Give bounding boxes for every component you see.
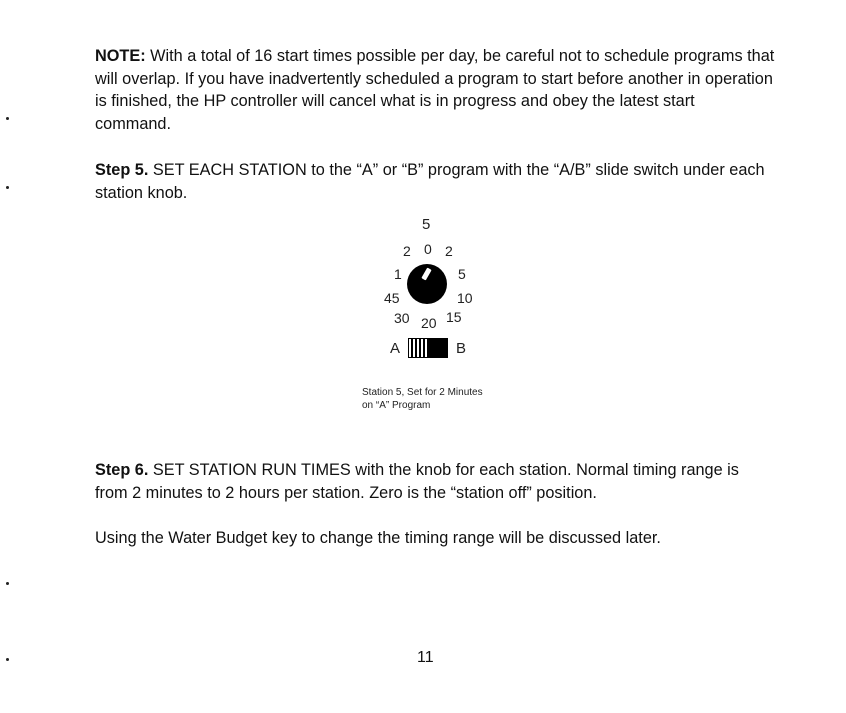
caption-line: on “A” Program [362, 400, 431, 411]
step5-label: Step 5. [95, 161, 149, 179]
margin-dot [6, 186, 9, 189]
ab-slide-switch [408, 338, 448, 358]
caption-line: Station 5, Set for 2 Minutes [362, 387, 483, 398]
slide-switch-knob [409, 339, 430, 357]
step5-text: SET EACH STATION to the “A” or “B” program with the “A/B” slide switch under each station knob. [95, 161, 765, 202]
note-text: With a total of 16 start times possible per day, be careful not to schedule programs that will overlap. If you have inadvertently scheduled a program to start before another in operation is finished, the HP controller will cancel what is in progress and obey the latest start command. [95, 47, 775, 133]
dial-label: 10 [457, 290, 473, 306]
dial-label: 45 [384, 290, 400, 306]
figure-caption [362, 386, 483, 412]
step6-label: Step 6. [95, 461, 149, 479]
step6-paragraph [95, 459, 775, 504]
dial-label: 1 [394, 266, 402, 282]
dial-label: 20 [421, 315, 437, 331]
note-paragraph [95, 45, 775, 135]
margin-dot [6, 582, 9, 585]
margin-dot [6, 117, 9, 120]
step5-paragraph [95, 159, 775, 204]
step6-text: SET STATION RUN TIMES with the knob for each station. Normal timing range is from 2 minutes to 2 hours per station. Zero is the “station off” position. [95, 461, 739, 502]
station-dial-figure [370, 212, 490, 367]
switch-label-b: B [456, 340, 467, 357]
dial-label: 0 [424, 241, 432, 257]
dial-label: 30 [394, 310, 410, 326]
dial-label: 2 [403, 243, 411, 259]
switch-label-a: A [390, 340, 401, 357]
note-label: NOTE: [95, 47, 146, 65]
dial-label: 5 [458, 266, 466, 282]
dial-label: 2 [445, 243, 453, 259]
margin-dot [6, 658, 9, 661]
page-number: 11 [417, 649, 434, 666]
water-budget-paragraph: Using the Water Budget key to change the timing range will be discussed later. [95, 529, 661, 547]
dial-label: 15 [446, 309, 462, 325]
station-number: 5 [422, 216, 431, 233]
